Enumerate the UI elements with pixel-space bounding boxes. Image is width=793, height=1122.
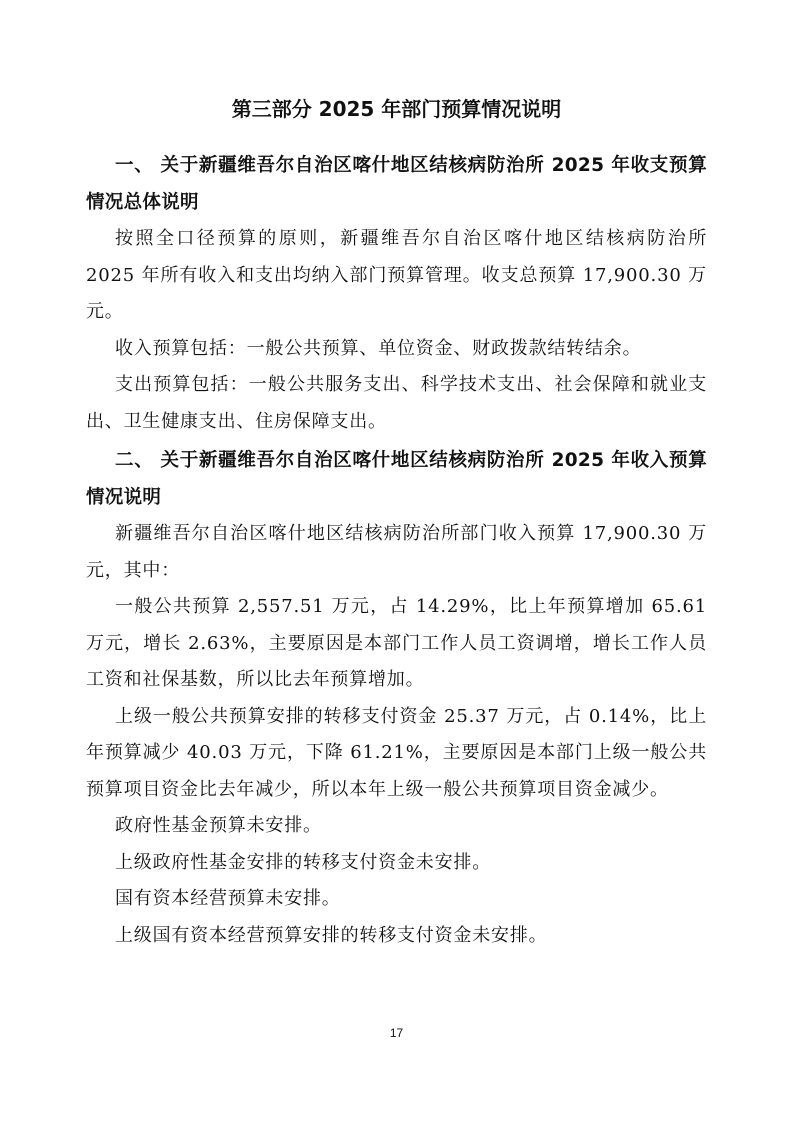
- paragraph: 上级政府性基金安排的转移支付资金未安排。: [115, 851, 491, 873]
- section-income-expenditure-overview: [86, 147, 707, 440]
- section-heading: 一、 关于新疆维吾尔自治区喀什地区结核病防治所 2025 年收支预算情况总体说明: [86, 155, 707, 213]
- paragraph: 一般公共预算 2,557.51 万元，占 14.29%，比上年预算增加 65.61 万元，增长 2.63%，主要原因是本部门工作人员工资调增，增长工作人员工资和社保基数，所以比去年预算增加。: [86, 596, 707, 690]
- paragraph: 收入预算包括：一般公共预算、单位资金、财政拨款结转结余。: [115, 337, 642, 359]
- paragraph: 上级国有资本经营预算安排的转移支付资金未安排。: [115, 924, 548, 946]
- section-heading: 二、 关于新疆维吾尔自治区喀什地区结核病防治所 2025 年收入预算情况说明: [86, 450, 707, 508]
- document-body: [86, 147, 707, 954]
- paragraph: 按照全口径预算的原则，新疆维吾尔自治区喀什地区结核病防治所 2025 年所有收入和支出均纳入部门预算管理。收支总预算 17,900.30 万元。: [86, 228, 707, 322]
- page-number: 17: [389, 1026, 404, 1040]
- paragraph: 国有资本经营预算未安排。: [115, 888, 341, 909]
- section-income-budget: [86, 442, 707, 954]
- paragraph: 政府性基金预算未安排。: [115, 815, 322, 836]
- paragraph: 支出预算包括：一般公共服务支出、科学技术支出、社会保障和就业支出、卫生健康支出、住房保障支出。: [86, 374, 707, 432]
- paragraph: 上级一般公共预算安排的转移支付资金 25.37 万元，占 0.14%，比上年预算减少 40.03 万元，下降 61.21%，主要原因是本部门上级一般公共预算项目资金比去年减少，所以本年上级一般公共预算项目资金减少。: [86, 705, 707, 800]
- page-title: 第三部分 2025 年部门预算情况说明: [231, 97, 562, 121]
- paragraph: 新疆维吾尔自治区喀什地区结核病防治所部门收入预算 17,900.30 万元，其中：: [86, 523, 707, 581]
